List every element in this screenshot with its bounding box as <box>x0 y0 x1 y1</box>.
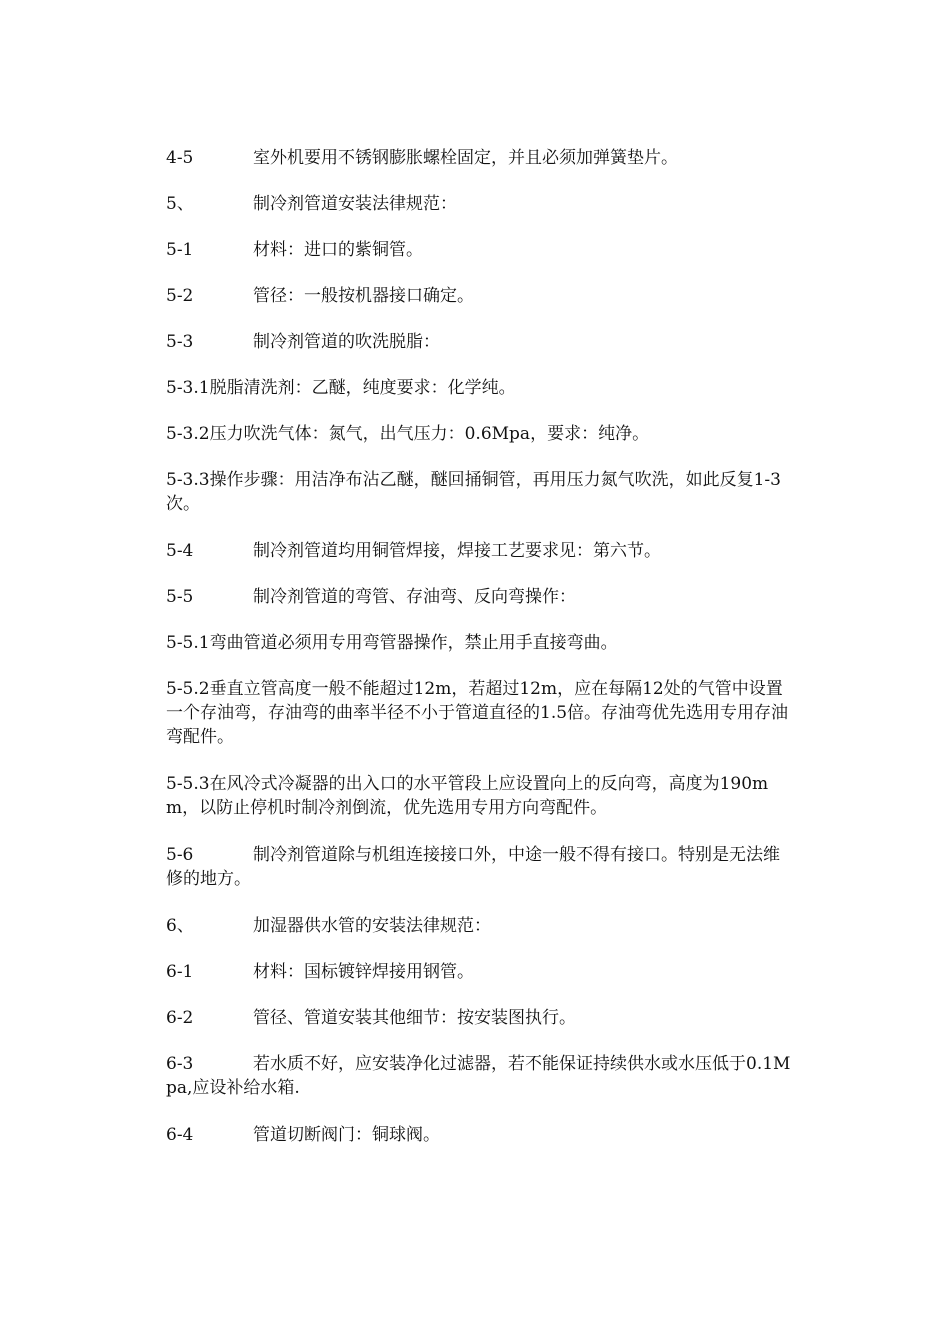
section-number: 6、 <box>166 916 194 936</box>
paragraph-text: 管道切断阀门：铜球阀。 <box>253 1125 440 1145</box>
section-number: 6-3 <box>166 1054 194 1074</box>
section-number: 5-3.2 <box>166 424 210 444</box>
paragraph-5-3 <box>166 330 796 354</box>
document-page <box>166 146 796 1169</box>
paragraph-text: 垂直立管高度一般不能超过12m，若超过12m，应在每隔12处的气管中设置一个存油弯，存油弯的曲率半径不小于管道直径的1.5倍。存油弯优先选用专用存油弯配件。 <box>166 679 789 747</box>
paragraph-text: 若水质不好，应安装净化过滤器，若不能保证持续供水或水压低于0.1Mpa,应设补给水箱. <box>166 1054 791 1098</box>
section-number: 6-4 <box>166 1125 194 1145</box>
paragraph-text: 制冷剂管道安装法律规范： <box>253 194 457 214</box>
paragraph-6-2 <box>166 1006 796 1030</box>
section-number: 5-5 <box>166 587 194 607</box>
paragraph-5-4 <box>166 539 796 563</box>
paragraph-5-1 <box>166 238 796 262</box>
paragraph-text: 制冷剂管道除与机组连接接口外，中途一般不得有接口。特别是无法维修的地方。 <box>166 845 780 889</box>
paragraph-5-3-2 <box>166 422 796 446</box>
paragraph-5-5-1 <box>166 631 796 655</box>
paragraph-text: 脱脂清洗剂：乙醚，纯度要求：化学纯。 <box>209 378 516 398</box>
paragraph-4-5 <box>166 146 796 170</box>
paragraph-text: 管径：一般按机器接口确定。 <box>253 286 474 306</box>
heading-5 <box>166 192 796 216</box>
section-number: 5-4 <box>166 541 194 561</box>
section-number: 5-3.3 <box>166 470 210 490</box>
paragraph-text: 操作步骤：用洁净布沾乙醚，醚回捅铜管，再用压力氮气吹洗，如此反复1-3次。 <box>166 470 781 514</box>
section-number: 5-3.1 <box>166 378 210 398</box>
paragraph-text: 弯曲管道必须用专用弯管器操作，禁止用手直接弯曲。 <box>209 633 618 653</box>
paragraph-5-5 <box>166 585 796 609</box>
paragraph-5-5-2 <box>166 677 796 749</box>
paragraph-5-5-3 <box>166 772 796 820</box>
paragraph-text: 在风冷式冷凝器的出入口的水平管段上应设置向上的反向弯，高度为190mm，以防止停机时制冷剂倒流，优先选用专用方向弯配件。 <box>166 774 769 818</box>
paragraph-text: 制冷剂管道的吹洗脱脂： <box>253 332 440 352</box>
paragraph-text: 材料：进口的紫铜管。 <box>253 240 423 260</box>
section-number: 5-5.3 <box>166 774 210 794</box>
section-number: 5-6 <box>166 845 194 865</box>
section-number: 5、 <box>166 194 194 214</box>
paragraph-5-3-1 <box>166 376 796 400</box>
paragraph-5-6 <box>166 843 796 891</box>
paragraph-text: 管径、管道安装其他细节：按安装图执行。 <box>253 1008 576 1028</box>
section-number: 5-3 <box>166 332 194 352</box>
paragraph-text: 加湿器供水管的安装法律规范： <box>253 916 491 936</box>
paragraph-6-3 <box>166 1052 796 1100</box>
paragraph-text: 制冷剂管道的弯管、存油弯、反向弯操作： <box>253 587 576 607</box>
paragraph-text: 室外机要用不锈钢膨胀螺栓固定，并且必须加弹簧垫片。 <box>253 148 678 168</box>
paragraph-text: 制冷剂管道均用铜管焊接，焊接工艺要求见：第六节。 <box>253 541 661 561</box>
section-number: 5-1 <box>166 240 194 260</box>
section-number: 5-5.2 <box>166 679 210 699</box>
section-number: 5-5.1 <box>166 633 210 653</box>
section-number: 6-2 <box>166 1008 194 1028</box>
section-number: 6-1 <box>166 962 194 982</box>
paragraph-5-3-3 <box>166 468 796 516</box>
heading-6 <box>166 914 796 938</box>
section-number: 4-5 <box>166 148 194 168</box>
section-number: 5-2 <box>166 286 194 306</box>
paragraph-text: 压力吹洗气体：氮气，出气压力：0.6Mpa，要求：纯净。 <box>209 424 650 444</box>
paragraph-6-4 <box>166 1123 796 1147</box>
paragraph-6-1 <box>166 960 796 984</box>
paragraph-5-2 <box>166 284 796 308</box>
paragraph-text: 材料：国标镀锌焊接用钢管。 <box>253 962 474 982</box>
